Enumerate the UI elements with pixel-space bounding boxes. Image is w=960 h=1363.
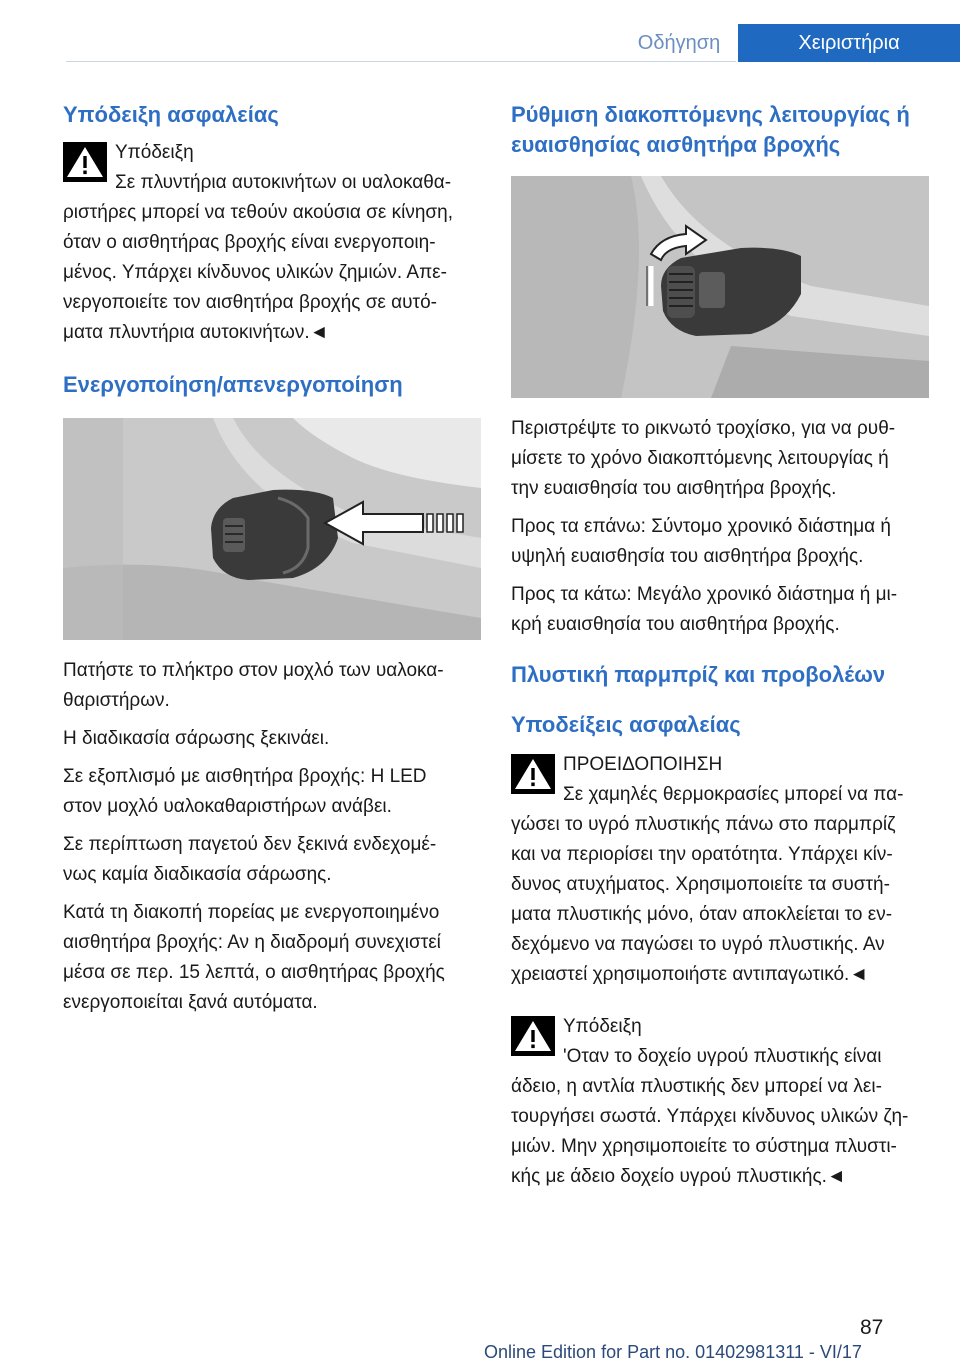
paragraph <box>511 580 929 640</box>
warning-text-line: ριστήρες μπορεί να τεθούν ακούσια σε κίνηση, <box>63 202 453 223</box>
right-column <box>511 100 929 1192</box>
warning-text-line: 'Οταν το δοχείο υγρού πλυστικής είναι <box>563 1046 882 1067</box>
warning-triangle-icon <box>63 142 107 182</box>
warning-text-line: Σε πλυντήρια αυτοκινήτων οι υαλοκαθα- <box>115 172 452 193</box>
tab-controls[interactable]: Χειριστήρια <box>738 24 960 62</box>
warning-text-line: μένος. Υπάρχει κίνδυνος υλικών ζημιών. Απε- <box>63 262 447 283</box>
text-line: κρή ευαισθησία του αισθητήρα βροχής. <box>511 614 840 635</box>
text-line: στον μοχλό υαλοκαθαριστήρων ανάβει. <box>63 796 392 817</box>
page-number: 87 <box>860 1316 884 1339</box>
text-line: Σε εξοπλισμό με αισθητήρα βροχής: Η LED <box>63 766 427 787</box>
warning-car-wash <box>63 138 481 348</box>
left-column <box>63 100 481 1026</box>
paragraph <box>63 656 481 716</box>
warning-text-line: χρειαστεί χρησιμοποιήστε αντιπαγωτικό.◄ <box>511 964 869 985</box>
text-line: μίσετε το χρόνο διακοπτόμενης λειτουργίας ή <box>511 448 889 469</box>
heading-line: ευαισθησίας αισθητήρα βροχής <box>511 132 841 157</box>
text-line: αισθητήρα βροχής: Αν η διαδρομή συνεχιστεί <box>63 932 441 953</box>
text-line: την ευαισθησία του αισθητήρα βροχής. <box>511 478 837 499</box>
heading-washer: Πλυστική παρμπρίζ και προβολέων <box>511 662 886 687</box>
wiper-thumbwheel-photo <box>511 176 929 398</box>
warning-text-line: ματα πλυστικής μόνο, όταν αποκλείεται το εν- <box>511 904 893 925</box>
text-line: Σε περίπτωση παγετού δεν ξεκινά ενδεχομέ- <box>63 834 437 855</box>
warning-label: Υπόδειξη <box>115 142 194 163</box>
heading-safety-hint: Υπόδειξη ασφαλείας <box>63 102 279 127</box>
warning-text-line: Σε χαμηλές θερμοκρασίες μπορεί να πα- <box>563 784 904 805</box>
warning-text-line: δυνος ατυχήματος. Χρησιμοποιείτε τα συστή- <box>511 874 890 895</box>
text-line: Κατά τη διακοπή πορείας με ενεργοποιημένο <box>63 902 440 923</box>
text-line: Προς τα κάτω: Μεγάλο χρονικό διάστημα ή μι- <box>511 584 898 605</box>
paragraph <box>63 762 481 822</box>
warning-text-line: ματα πλυντήρια αυτοκινήτων.◄ <box>63 322 329 343</box>
warning-triangle-icon <box>511 1016 555 1056</box>
warning-empty-reservoir <box>511 1012 929 1192</box>
paragraph <box>511 414 929 504</box>
header-rule <box>66 61 736 62</box>
text-line: Πατήστε το πλήκτρο στον μοχλό των υαλοκα- <box>63 660 444 681</box>
header-tabs <box>620 24 960 62</box>
warning-text-line: όταν ο αισθητήρας βροχής είναι ενεργοποιη- <box>63 232 436 253</box>
text-line: μέσα σε περ. 15 λεπτά, ο αισθητήρας βροχής <box>63 962 445 983</box>
heading-interval <box>511 100 929 160</box>
paragraph <box>63 898 481 1018</box>
paragraph <box>511 512 929 572</box>
heading-line: Ρύθμιση διακοπτόμενης λειτουργίας ή <box>511 102 910 127</box>
text-line: ενεργοποιείται ξανά αυτόματα. <box>63 992 318 1013</box>
tab-driving[interactable]: Οδήγηση <box>620 24 738 62</box>
warning-label: ΠΡΟΕΙΔΟΠΟΙΗΣΗ <box>563 754 723 775</box>
warning-text-line: κής με άδειο δοχείο υγρού πλυστικής.◄ <box>511 1166 846 1187</box>
warning-text-line: δεχόμενο να παγώσει το υγρό πλυστικής. Αν <box>511 934 885 955</box>
warning-label: Υπόδειξη <box>563 1016 642 1037</box>
text-line: Περιστρέψτε το ρικνωτό τροχίσκο, για να ρυθ- <box>511 418 896 439</box>
heading-safety-notes: Υποδείξεις ασφαλείας <box>511 712 741 737</box>
warning-freezing <box>511 750 929 990</box>
warning-text-line: μιών. Μην χρησιμοποιείτε το σύστημα πλυστι- <box>511 1136 897 1157</box>
text-line: Προς τα επάνω: Σύντομο χρονικό διάστημα ή <box>511 516 891 537</box>
paragraph <box>63 724 481 754</box>
warning-triangle-icon <box>511 754 555 794</box>
warning-text-line: τουργήσει σωστά. Υπάρχει κίνδυνος υλικών ζη- <box>511 1106 909 1127</box>
warning-text-line: γώσει το υγρό πλυστικής πάνω στο παρμπρίζ <box>511 814 896 835</box>
warning-text-line: νεργοποιείτε τον αισθητήρα βροχής σε αυτό- <box>63 292 437 313</box>
text-line: θαριστήρων. <box>63 690 170 711</box>
warning-text-line: άδειο, η αντλία πλυστικής δεν μπορεί να λει- <box>511 1076 882 1097</box>
edition-footer: Online Edition for Part no. 01402981311 - VI/17 <box>484 1342 862 1362</box>
heading-activate: Ενεργοποίηση/απενεργοποίηση <box>63 372 403 397</box>
paragraph <box>63 830 481 890</box>
warning-text-line: και να περιορίσει την ορατότητα. Υπάρχει κίν- <box>511 844 893 865</box>
text-line: νως καμία διαδικασία σάρωσης. <box>63 864 332 885</box>
text-line: Η διαδικασία σάρωσης ξεκινάει. <box>63 728 330 749</box>
text-line: υψηλή ευαισθησία του αισθητήρα βροχής. <box>511 546 864 567</box>
wiper-lever-button-photo <box>63 418 481 640</box>
